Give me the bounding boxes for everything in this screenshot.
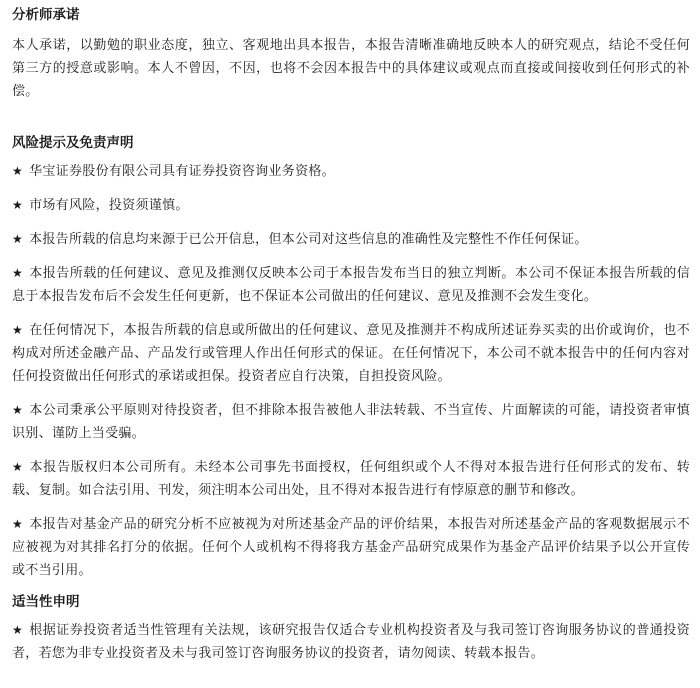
list-item-text: 本报告版权归本公司所有。未经本公司事先书面授权，任何组织或个人不得对本报告进行任何形式的发布、转载、复制。如合法引用、刊发，须注明本公司出处，且不得对本报告进行有悖原意的删节和修改。 [12,460,690,498]
risk-disclaimer-title: 风险提示及免责声明 [12,135,134,151]
list-item-text: 市场有风险，投资须谨慎。 [29,198,189,213]
list-item [12,456,690,502]
star-icon: ★ [12,517,24,531]
list-item-text: 华宝证券股份有限公司具有证券投资咨询业务资格。 [29,164,335,179]
star-icon: ★ [12,460,24,474]
list-item [12,160,690,183]
analyst-commitment-text: 本人承诺，以勤勉的职业态度，独立、客观地出具本报告，本报告清晰准确地反映本人的研究观点，结论不受任何第三方的授意或影响。本人不曾因，不因，也将不会因本报告中的具体建议或观点而直接或间接收到任何形式的补偿。 [12,38,690,99]
list-item [12,399,690,445]
star-icon: ★ [12,403,24,417]
risk-disclaimer-list [12,160,690,593]
list-item-text: 本报告对基金产品的研究分析不应被视为对所述基金产品的评价结果，本报告对所述基金产品的客观数据展示不应被视为对其排名打分的依据。任何个人或机构不得将我方基金产品研究成果作为基金产品评价结果予以公开宣传或不当引用。 [12,517,690,578]
list-item [12,319,690,388]
list-item [12,262,690,308]
list-item-text: 本公司秉承公平原则对待投资者，但不排除本报告被他人非法转载、不当宣传、片面解读的可能，请投资者审慎识别、谨防上当受骗。 [12,403,690,441]
analyst-commitment-title: 分析师承诺 [12,7,80,23]
star-icon: ★ [12,623,24,637]
star-icon: ★ [12,164,24,178]
suitability-title: 适当性申明 [12,594,80,610]
list-item-text: 本报告所载的信息均来源于已公开信息，但本公司对这些信息的准确性及完整性不作任何保证。 [29,232,588,247]
suitability-text: 根据证券投资者适当性管理有关法规，该研究报告仅适合专业机构投资者及与我司签订咨询服务协议的普通投资者，若您为非专业投资者及未与我司签订咨询服务协议的投资者，请勿阅读、转载本报告。 [12,623,690,661]
list-item [12,513,690,582]
list-item-text: 在任何情况下，本报告所载的信息或所做出的任何建议、意见及推测并不构成所述证券买卖的出价或询价，也不构成对所述金融产品、产品发行或管理人作出任何形式的保证。在任何情况下，本公司不就本报告中的任何内容对任何投资做出任何形式的承诺或担保。投资者应自行决策，自担投资风险。 [12,323,690,384]
star-icon: ★ [12,266,24,280]
star-icon: ★ [12,323,24,337]
list-item-text: 本报告所载的任何建议、意见及推测仅反映本公司于本报告发布当日的独立判断。本公司不保证本报告所载的信息于本报告发布后不会发生任何更新，也不保证本公司做出的任何建议、意见及推测不会发生变化。 [12,266,690,304]
list-item [12,228,690,251]
suitability-item [12,619,690,665]
star-icon: ★ [12,198,24,212]
star-icon: ★ [12,232,24,246]
list-item [12,194,690,217]
